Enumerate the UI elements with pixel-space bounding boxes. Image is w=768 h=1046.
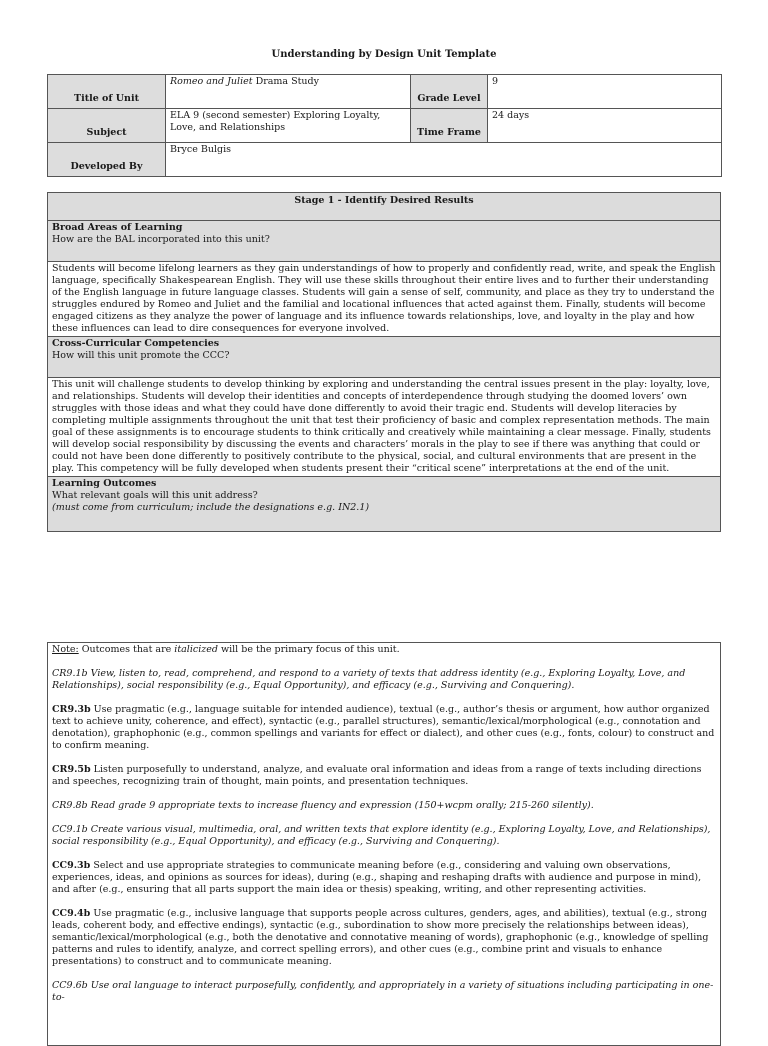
note-text-a: Outcomes that are <box>78 644 175 655</box>
bal-heading-cell <box>48 221 721 262</box>
outcome-code: CR9.5b <box>52 764 91 775</box>
outcome-code: CC9.4b <box>52 908 91 919</box>
ccc-question: How will this unit promote the CCC? <box>52 350 230 361</box>
time-frame-value: 24 days <box>488 109 722 143</box>
outcome-cc9-6b <box>52 980 716 1004</box>
document-title: Understanding by Design Unit Template <box>271 49 497 60</box>
grade-value: 9 <box>488 75 722 109</box>
note-label: Note: <box>52 644 79 655</box>
outcome-code: CC9.6b <box>52 980 88 991</box>
outcome-cr9-5b <box>52 764 716 788</box>
title-value-rest: Drama Study <box>252 76 320 87</box>
lo-note: (must come from curriculum; include the designations e.g. IN2.1) <box>52 502 370 513</box>
outcome-cr9-1b <box>52 668 716 692</box>
outcome-text: Use pragmatic (e.g., language suitable for intended audience), textual (e.g., author’s thesis or argument, how author organized text to achieve unity, coherence, and effect), syntactic (e.g., parallel structures), semantic/lexical/morphological (e.g., connotation and denotation), graphophonic (e.g., common spellings and variants for effect or dialect), and other cues (e.g., fonts, colour) to construct and to confirm meaning. <box>52 704 715 751</box>
outcome-cr9-3b <box>52 704 716 752</box>
outcome-cc9-4b <box>52 908 716 968</box>
outcome-cc9-3b <box>52 860 716 896</box>
title-value <box>166 75 411 109</box>
outcome-text: View, listen to, read, comprehend, and respond to a variety of texts that address identity (e.g., Exploring Loyalty, Love, and Relationships), social responsibility (e.g., Equal Opportunity), and efficacy (e.g., Surviving and Conquering). <box>52 668 686 691</box>
stage-1-table <box>47 192 721 532</box>
stage-header: Stage 1 - Identify Desired Results <box>48 193 721 221</box>
outcome-code: CR9.1b <box>52 668 88 679</box>
outcome-cc9-1b <box>52 824 716 848</box>
outcomes-note <box>52 644 716 656</box>
developed-by-value: Bryce Bulgis <box>166 143 722 177</box>
lo-question: What relevant goals will this unit address? <box>52 490 258 501</box>
outcome-code: CR9.3b <box>52 704 91 715</box>
ccc-heading-cell <box>48 337 721 378</box>
outcome-code: CR9.8b <box>52 800 88 811</box>
outcome-text: Create various visual, multimedia, oral, and written texts that explore identity (e.g., Exploring Loyalty, Love, and Relationships), social responsibility (e.g., Equal Opportunity), and efficacy (e.g., Surviving and Conquering). <box>52 824 711 847</box>
ccc-heading: Cross-Curricular Competencies <box>52 338 220 349</box>
grade-label: Grade Level <box>411 75 488 109</box>
learning-outcomes-cell <box>48 477 721 532</box>
outcome-text: Use oral language to interact purposefully, confidently, and appropriately in a variety of situations including participating in one-to- <box>52 980 714 1003</box>
outcome-code: CC9.1b <box>52 824 88 835</box>
unit-info-table <box>47 74 722 177</box>
subject-value: ELA 9 (second semester) Exploring Loyalty, Love, and Relationships <box>166 109 411 143</box>
note-text-italic: italicized <box>174 644 218 655</box>
time-frame-label: Time Frame <box>411 109 488 143</box>
developed-by-label: Developed By <box>48 143 166 177</box>
lo-heading: Learning Outcomes <box>52 478 157 489</box>
outcome-cr9-8b <box>52 800 716 812</box>
outcome-code: CC9.3b <box>52 860 91 871</box>
outcome-text: Read grade 9 appropriate texts to increase fluency and expression (150+wcpm orally; 215-260 silently). <box>87 800 594 811</box>
bal-text: Students will become lifelong learners as they gain understandings of how to properly and confidently read, write, and speak the English language, specifically Shakespearean English. They will use these skills throughout their entire lives and to further their understanding of the English language in future language classes. Students will gain a sense of self, community, and place as they try to understand the struggles endured by Romeo and Juliet and the familial and locational influences that acted against them. Finally, students will become engaged citizens as they analyze the power of language and its influence towards relationships, love, and loyalty in the play and how these influences can lead to dire consequences for everyone involved. <box>48 262 721 337</box>
title-value-italic: Romeo and Juliet <box>170 76 253 87</box>
bal-question: How are the BAL incorporated into this unit? <box>52 234 270 245</box>
outcomes-list <box>47 642 721 1046</box>
ccc-text: This unit will challenge students to develop thinking by exploring and understanding the central issues present in the play: loyalty, love, and relationships. Students will develop their identities and concepts of interdependence through studying the doomed lovers’ own struggles with those ideas and what they could have done differently to avoid their tragic end. Students will develop literacies by completing multiple assignments throughout the unit that test their proficiency of basic and complex representation methods. The main goal of these assignments is to encourage students to think critically and creatively while maintaining a clear message. Finally, students will develop social responsibility by discussing the events and characters’ morals in the play to see if there was anything that could or could not have been done differently to positively contribute to the physical, social, and cultural environments that are present in the play. This competency will be fully developed when students present their “critical scene” interpretations at the end of the unit. <box>48 378 721 477</box>
title-label: Title of Unit <box>48 75 166 109</box>
subject-label: Subject <box>48 109 166 143</box>
bal-heading: Broad Areas of Learning <box>52 222 183 233</box>
outcome-text: Select and use appropriate strategies to communicate meaning before (e.g., considering and valuing own observations, experiences, ideas, and opinions as sources for ideas), during (e.g., shaping and reshaping drafts with audience and purpose in mind), and after (e.g., ensuring that all parts support the main idea or thesis) speaking, writing, and other representing activities. <box>52 860 702 895</box>
note-text-b: will be the primary focus of this unit. <box>217 644 400 655</box>
outcome-text: Use pragmatic (e.g., inclusive language that supports people across cultures, genders, ages, and abilities), textual (e.g., strong leads, coherent body, and effective endings), syntactic (e.g., subordination to show more precisely the relationships between ideas), semantic/lexical/morphological (e.g., both the denotative and connotative meaning of words), graphophonic (e.g., knowledge of spelling patterns and rules to identify, analyze, and correct spelling errors), and other cues (e.g., combine print and visuals to enhance presentations) to construct and to communicate meaning. <box>52 908 709 967</box>
outcome-text: Listen purposefully to understand, analyze, and evaluate oral information and ideas from a range of texts including directions and speeches, recognizing train of thought, main points, and presentation techniques. <box>52 764 702 787</box>
